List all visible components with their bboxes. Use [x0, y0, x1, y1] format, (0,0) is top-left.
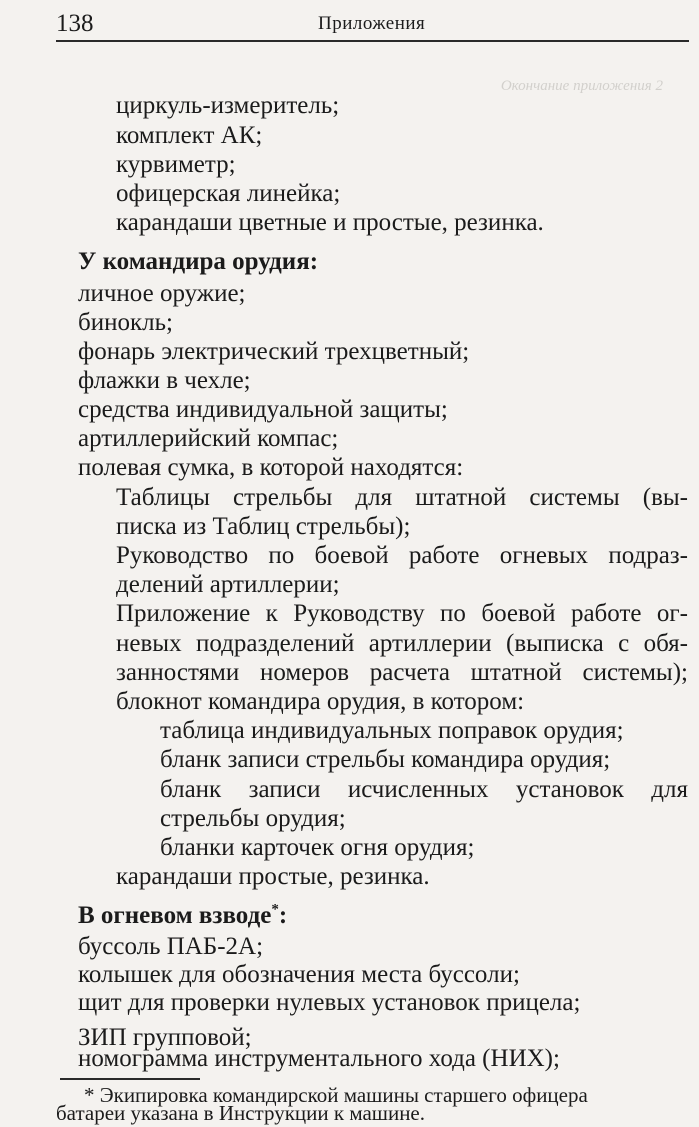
notebook-item-line: стрельбы орудия; — [160, 805, 346, 832]
footnote-mark: * — [271, 901, 279, 918]
notebook-item-line: таблица индивидуальных поправок орудия; — [160, 717, 624, 744]
bag-item-line: блокнот командира орудия, в котором: — [116, 688, 525, 715]
list-item: средства индивидуальной защиты; — [78, 396, 448, 423]
running-head: Приложения — [318, 13, 426, 34]
page-number: 138 — [56, 10, 94, 37]
list-item: личное оружие; — [78, 280, 246, 307]
list-item: полевая сумка, в которой находятся: — [78, 454, 464, 481]
bag-item-line: Руководство по боевой работе огневых подраз- — [116, 542, 688, 569]
section-heading-commander: У командира орудия: — [78, 248, 319, 275]
platoon-heading-text: В огневом взводе — [78, 902, 272, 929]
list-item: ЗИП групповой; — [78, 1024, 252, 1051]
list-item: циркуль-измеритель; — [116, 92, 340, 119]
bag-item-line: писка из Таблиц стрельбы); — [116, 513, 411, 540]
bag-item-line: Таблицы стрельбы для штатной системы (вы- — [116, 484, 688, 511]
bag-item-line: карандаши простые, резинка. — [116, 863, 430, 890]
show-through-text: Окончание приложения 2 — [500, 78, 663, 94]
bag-item-line: делений артиллерии; — [116, 571, 340, 598]
list-item: фонарь электрический трехцветный; — [78, 338, 470, 365]
list-item: офицерская линейка; — [116, 180, 341, 207]
page-header — [56, 10, 689, 42]
list-item: комплект АК; — [116, 122, 263, 149]
notebook-item-line: бланк записи стрельбы командира орудия; — [160, 746, 611, 773]
list-item: флажки в чехле; — [78, 367, 251, 394]
list-item: колышек для обозначения места буссоли; — [78, 961, 520, 988]
list-item: щит для проверки нулевых установок прицела; — [78, 989, 581, 1016]
list-item: бинокль; — [78, 309, 173, 336]
bag-item-line: Приложение к Руководству по боевой работе ог- — [116, 600, 688, 627]
list-item: номограмма инструментального хода (НИХ); — [78, 1045, 560, 1072]
list-item: буссоль ПАБ-2А; — [78, 933, 264, 960]
footnote-line: батареи указана в Инструкции к машине. — [56, 1101, 426, 1125]
footnote-line: * Экипировка командирской машины старшего офицера — [84, 1083, 588, 1107]
bag-item-line: занностями номеров расчета штатной системы); — [116, 659, 688, 686]
platoon-heading-colon: : — [278, 902, 288, 929]
footnote-divider — [60, 1078, 200, 1080]
notebook-item-line: бланк записи исчисленных установок для — [160, 776, 688, 803]
bag-item-line: невых подразделений артиллерии (выписка с обя- — [116, 630, 688, 657]
list-item: карандаши цветные и простые, резинка. — [116, 209, 544, 236]
notebook-item-line: бланки карточек огня орудия; — [160, 834, 475, 861]
section-heading-platoon — [78, 902, 287, 930]
list-item: курвиметр; — [116, 151, 236, 178]
list-item: артиллерийский компас; — [78, 425, 339, 452]
